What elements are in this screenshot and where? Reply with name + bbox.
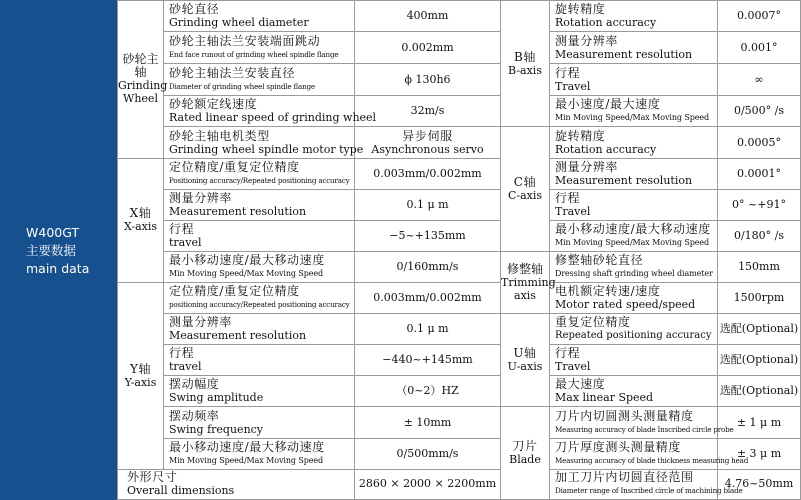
param-label: 刀片内切圆测头测量精度 Measuring accuracy of blade Inscribed circle probe xyxy=(550,407,718,438)
group-u-axis: U轴 U-axis xyxy=(501,314,550,407)
param-value: 0.003mm/0.002mm xyxy=(355,283,501,314)
param-label: 最小速度/最大速度 Min Moving Speed/Max Moving Speed xyxy=(550,96,718,127)
table-row xyxy=(118,189,801,220)
group-c-axis: C轴 C-axis xyxy=(501,127,550,251)
param-label: 定位精度/重复定位精度 positioning accuracy/Repeated positioning accuracy xyxy=(164,283,355,314)
param-label: 摆动频率 Swing frequency xyxy=(164,407,355,438)
param-label: 砂轮主轴电机类型 Grinding wheel spindle motor type xyxy=(164,127,355,158)
title-en: main data xyxy=(26,261,90,276)
table-row xyxy=(118,96,801,127)
param-label: 最小移动速度/最大移动速度 Min Moving Speed/Max Moving Speed xyxy=(164,438,355,469)
param-value: 0.1 μ m xyxy=(355,189,501,220)
param-value: 0.002mm xyxy=(355,32,501,64)
overall-dimensions-label: 外形尺寸 Overall dimensions xyxy=(118,469,355,499)
table-row xyxy=(118,127,801,158)
table-row xyxy=(118,220,801,251)
param-label: 行程 Travel xyxy=(550,345,718,376)
param-value: −440~+145mm xyxy=(355,345,501,376)
param-value: 0.003mm/0.002mm xyxy=(355,158,501,189)
table-row xyxy=(118,1,801,32)
param-value: 400mm xyxy=(355,1,501,32)
title-cn: 主要数据 xyxy=(26,243,77,258)
model-name: W400GT xyxy=(26,225,80,240)
param-value: 0/500° /s xyxy=(718,96,801,127)
table-row xyxy=(118,283,801,314)
param-value: 0° ~+91° xyxy=(718,189,801,220)
param-value: ϕ 130h6 xyxy=(355,64,501,96)
param-label: 砂轮直径 Grinding wheel diameter xyxy=(164,1,355,32)
table-row xyxy=(118,469,801,499)
param-label: 砂轮额定线速度 Rated linear speed of grinding wheel xyxy=(164,96,355,127)
param-value: 1500rpm xyxy=(718,283,801,314)
param-value: ∞ xyxy=(718,64,801,96)
param-label: 测量分辨率 Measurement resolution xyxy=(164,314,355,345)
param-value: 0/160mm/s xyxy=(355,251,501,282)
param-value: 异步伺服 Asynchronous servo xyxy=(355,127,501,158)
param-value: （0~2）HZ xyxy=(355,376,501,407)
param-label: 最大速度 Max linear Speed xyxy=(550,376,718,407)
param-label: 修整轴砂轮直径 Dressing shaft grinding wheel diameter xyxy=(550,251,718,282)
param-value: 0.001° xyxy=(718,32,801,64)
group-x-axis: X轴 X-axis xyxy=(118,158,164,282)
table-row xyxy=(118,345,801,376)
param-label: 电机额定转速/速度 Motor rated speed/speed xyxy=(550,283,718,314)
param-value: 选配(Optional) xyxy=(718,376,801,407)
table-row xyxy=(118,407,801,438)
param-value: 0/180° /s xyxy=(718,220,801,251)
param-label: 行程 Travel xyxy=(550,64,718,96)
group-trimming-axis: 修整轴 Trimming axis xyxy=(501,251,550,313)
main-data-table xyxy=(117,0,801,500)
param-label: 行程 travel xyxy=(164,220,355,251)
table-row xyxy=(118,32,801,64)
param-label: 旋转精度 Rotation accuracy xyxy=(550,127,718,158)
param-label: 测量分辨率 Measurement resolution xyxy=(550,158,718,189)
param-label: 重复定位精度 Repeated positioning accuracy xyxy=(550,314,718,345)
table-row xyxy=(118,314,801,345)
param-value: −5~+135mm xyxy=(355,220,501,251)
sidebar-title xyxy=(26,224,89,278)
param-label: 砂轮主轴法兰安装端面跳动 End face runout of grinding wheel spindle flange xyxy=(164,32,355,64)
param-value: 0.0005° xyxy=(718,127,801,158)
param-label: 砂轮主轴法兰安装直径 Diameter of grinding wheel spindle flange xyxy=(164,64,355,96)
table-row xyxy=(118,376,801,407)
table-row xyxy=(118,64,801,96)
param-label: 测量分辨率 Measurement resolution xyxy=(164,189,355,220)
param-label: 摆动幅度 Swing amplitude xyxy=(164,376,355,407)
group-grinding-wheel: 砂轮主轴 Grinding Wheel xyxy=(118,1,164,159)
group-blade: 刀片 Blade xyxy=(501,407,550,500)
param-label: 最小移动速度/最大移动速度 Min Moving Speed/Max Moving Speed xyxy=(550,220,718,251)
param-label: 刀片厚度测头测量精度 Measuring accuracy of blade thickness measuring head xyxy=(550,438,718,469)
param-value: 150mm xyxy=(718,251,801,282)
table-row xyxy=(118,158,801,189)
param-label: 行程 travel xyxy=(164,345,355,376)
param-label: 定位精度/重复定位精度 Positioning accuracy/Repeated positioning accuracy xyxy=(164,158,355,189)
param-value: ± 3 μ m xyxy=(718,438,801,469)
overall-dimensions-value: 2860 × 2000 × 2200mm xyxy=(355,469,501,499)
group-y-axis: Y轴 Y-axis xyxy=(118,283,164,470)
param-value: 0.0007° xyxy=(718,1,801,32)
param-value: 4.76~50mm xyxy=(718,469,801,499)
param-label: 行程 Travel xyxy=(550,189,718,220)
param-value: 32m/s xyxy=(355,96,501,127)
param-value: 0.0001° xyxy=(718,158,801,189)
param-value: 0.1 μ m xyxy=(355,314,501,345)
table-row xyxy=(118,251,801,282)
param-label: 旋转精度 Rotation accuracy xyxy=(550,1,718,32)
param-label: 测量分辨率 Measurement resolution xyxy=(550,32,718,64)
sidebar-panel xyxy=(0,0,117,500)
param-value: 选配(Optional) xyxy=(718,314,801,345)
param-value: ± 1 μ m xyxy=(718,407,801,438)
param-value: 0/500mm/s xyxy=(355,438,501,469)
group-b-axis: B轴 B-axis xyxy=(501,1,550,127)
param-label: 加工刀片内切圆直径范围 Diameter range of Inscribed circle of machining blade xyxy=(550,469,718,499)
param-value: 选配(Optional) xyxy=(718,345,801,376)
param-value: ± 10mm xyxy=(355,407,501,438)
param-label: 最小移动速度/最大移动速度 Min Moving Speed/Max Moving Speed xyxy=(164,251,355,282)
table-row xyxy=(118,438,801,469)
